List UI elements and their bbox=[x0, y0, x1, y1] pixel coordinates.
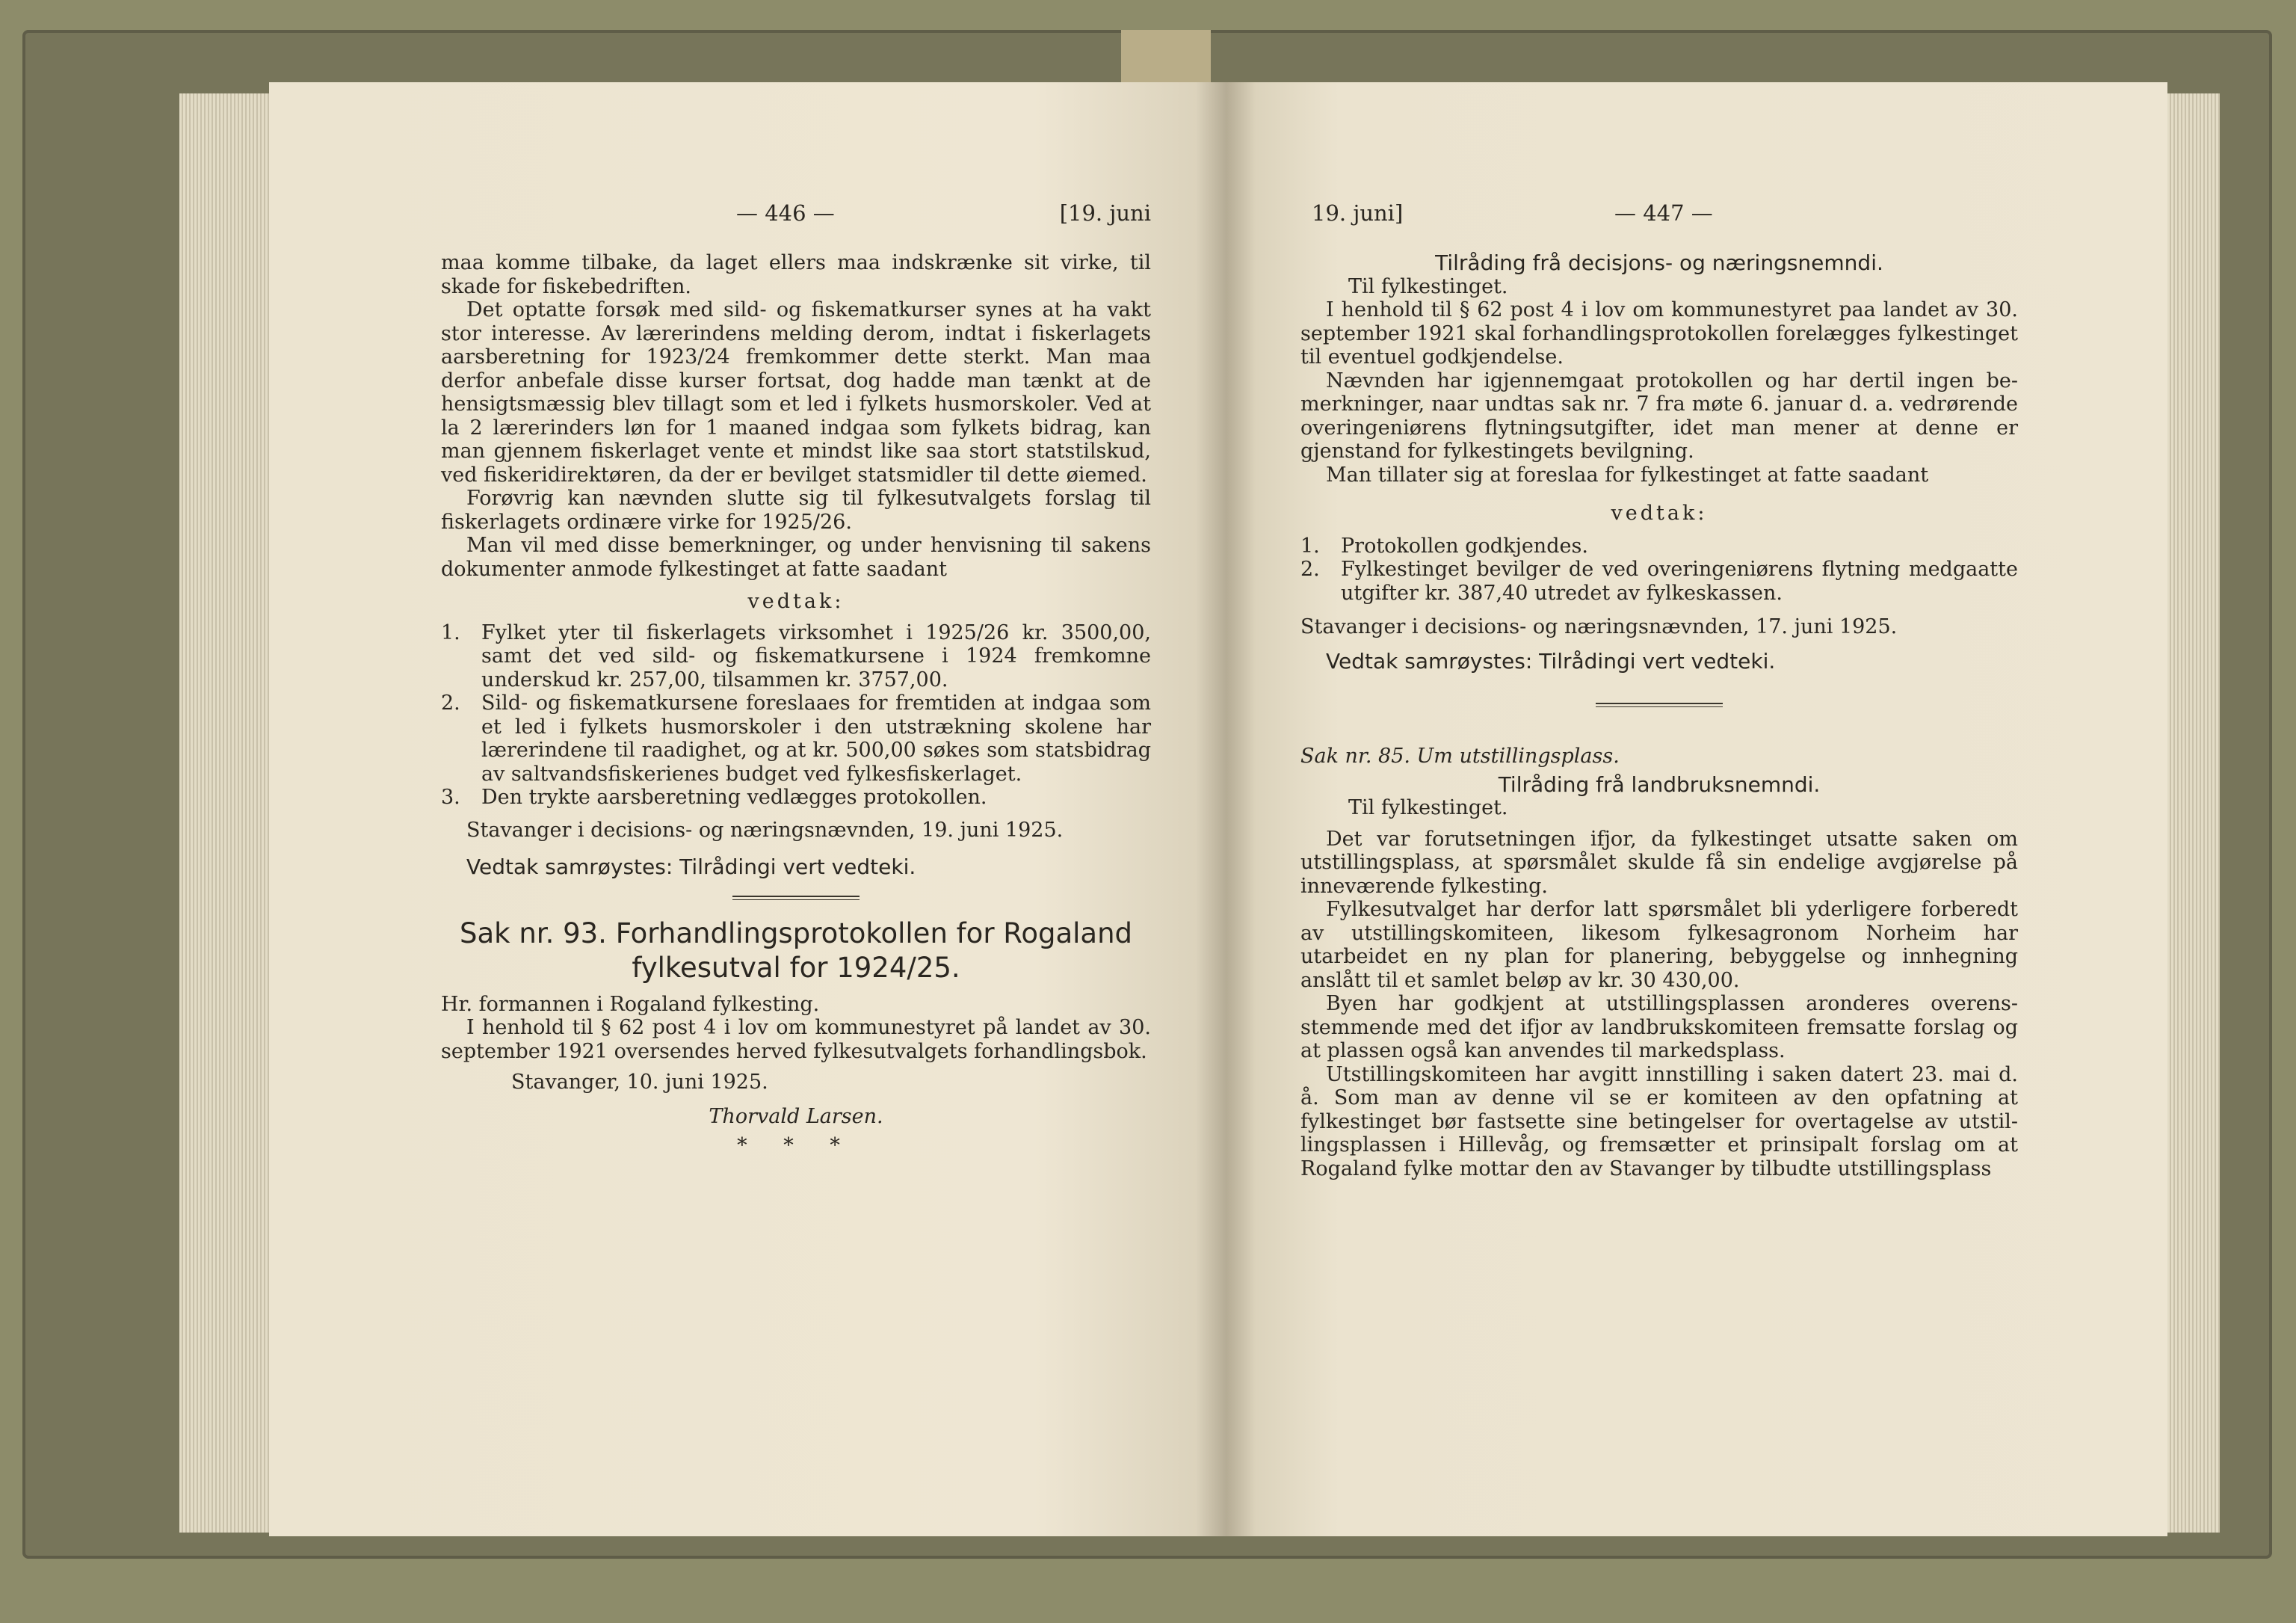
paragraph: Man vil med disse bemerkninger, og under henvisning til sakens dokumenter anmode fylkestinget at fatte saadant bbox=[441, 534, 1151, 581]
left-page-stack bbox=[179, 93, 277, 1533]
paragraph: Nævnden har igjennemgaat protokollen og har dertil ingen bemerkninger, naar undtas sak nr. 7 fra møte 6. januar d. a. vedrørende overingeniørens flytningsutgifter, idet man mener at denne er gjenstand for fylkestingets bevilgning. bbox=[1300, 369, 2018, 463]
page-date: 19. juni] bbox=[1312, 200, 1404, 226]
list-item: 3. Den trykte aarsberetning vedlægges protokollen. bbox=[441, 786, 987, 809]
signature: Thorvald Larsen. bbox=[709, 1104, 883, 1128]
section-stars: * * * bbox=[737, 1134, 855, 1157]
paragraph: Det var forutsetningen ifjor, da fylkestinget utsatte saken om utstillingsplass, at spørsmålet skulde få sin endelige avgjørelse på inneværende fylkesting. bbox=[1300, 827, 2018, 898]
sak-title: Sak nr. 93. Forhandlingsprotokollen for Rogaland fylkesutval for 1924/25. bbox=[459, 917, 1133, 984]
vedtak-list bbox=[441, 621, 1151, 810]
list-item: 1. Protokollen godkjendes. bbox=[1300, 534, 1588, 558]
paragraph: Man tillater sig at foreslaa for fylkestinget at fatte saadant bbox=[1326, 463, 1929, 487]
list-item: 2. Fylkestinget bevilger de ved overingeniørens flytning medgaatte utgifter kr. 387,40 utredet av fylkeskassen. bbox=[1300, 558, 2018, 605]
left-page-header bbox=[441, 202, 1151, 229]
left-page-text bbox=[441, 202, 1151, 1158]
section-divider bbox=[1596, 703, 1723, 707]
page-date: [19. juni bbox=[1059, 200, 1151, 226]
paragraph: Utstillingskomiteen har avgitt innstilling i saken datert 23. mai d. å. Som man av denne vil se er komiteen av den opfatning at fylkestinget bør fastsette sine betingelser for overtagelse av utstillingsplassen i Hillevåg, og fremsætter et prinsipalt forslag om at Rogaland fylke mottar den av Stavanger by tilbudte utstillingsplass bbox=[1300, 1062, 2018, 1180]
list-item: 1. Fylket yter til fiskerlagets virksomhet i 1925/26 kr. 3500,00, samt det ved sild- og fiskematkursene i 1924 fremkomne underskud kr. 257,00, tilsammen kr. 3757,00. bbox=[441, 620, 1151, 692]
right-page-header bbox=[1300, 202, 2018, 229]
paragraph: Det optatte forsøk med sild- og fiskematkurser synes at ha vakt stor interesse. Av lærerindens melding derom, indtat i fiskerlagets aarsberetning for 1923/24 fremkommer dette sterkt. Man maa derfor anbefale disse kurser fortsat, dog hadde man tænkt at de hensigtsmæssig blev tillagt som et led i fylkets husmorskoler. Ved at la 2 lærerinders løn for 1 maaned indgaa som fylkets bidrag, kan man gjennem fiskerlaget vente et mindst like saa stort statstilskud, ved fiskeridirektøren, da der er bevilget statsmidler til dette øiemed. bbox=[441, 298, 1151, 487]
vedtak-label: vedtak: bbox=[1611, 502, 1708, 525]
paragraph: Forøvrig kan nævnden slutte sig til fylkesutvalgets forslag til fiskerlagets ordinære virke for 1925/26. bbox=[441, 487, 1151, 534]
place-date: Stavanger i decisions- og næringsnævnden, 19. juni 1925. bbox=[466, 818, 1064, 842]
vedtak-list bbox=[1300, 535, 2018, 606]
page-number: — 446 — bbox=[736, 200, 835, 226]
paragraph: Fylkesutvalget har derfor latt spørsmålet bli yderligere forberedt av utstillingskomiteen, likesom fylkesagronom Norheim har utarbeidet en ny plan for planering, bebyggelse og innhegning anslått til et samlet beløp av kr. 30 430,00. bbox=[1300, 898, 2018, 992]
address: Hr. formannen i Rogaland fylkesting. bbox=[441, 992, 820, 1016]
book-gutter bbox=[1196, 82, 1256, 1536]
paragraph: maa komme tilbake, da laget ellers maa indskrænke sit virke, til skade for fiskebedriften. bbox=[441, 251, 1151, 298]
section-divider bbox=[732, 896, 860, 900]
section-heading: Tilråding frå decisjons- og næringsnemndi. bbox=[1435, 250, 1883, 275]
section-heading: Tilråding frå landbruksnemndi. bbox=[1498, 772, 1821, 797]
paragraph: Byen har godkjent at utstillingsplassen aronderes overensstemmende med det ifjor av landbrukskomiteen fremsatte forslag og at plassen også kan anvendes til markedsplass. bbox=[1300, 992, 2018, 1062]
place-date: Stavanger i decisions- og næringsnævnden, 17. juni 1925. bbox=[1300, 615, 1898, 638]
place-date: Stavanger, 10. juni 1925. bbox=[511, 1071, 768, 1094]
address: Til fylkestinget. bbox=[1348, 274, 1508, 298]
vedtak-result: Vedtak samrøystes: Tilrådingi vert vedteki. bbox=[1326, 648, 1776, 674]
paragraph: I henhold til § 62 post 4 i lov om kommunestyret på landet av 30. september 1921 oversendes herved fylkesutvalgets forhandlingsbok. bbox=[441, 1016, 1151, 1063]
vedtak-label: vedtak: bbox=[747, 590, 845, 613]
list-item: 2. Sild- og fiskematkursene foreslaaes for fremtiden at indgaa som et led i fylkets husmorskoler i den utstrækning skolene har lærerindene til raadighet, og at kr. 500,00 søkes som statsbidrag av saltvandsfiskerienes budget ved fylkesfiskerlaget. bbox=[441, 692, 1151, 786]
page-number: — 447 — bbox=[1614, 200, 1713, 226]
sak-line: Sak nr. 85. Um utstillingsplass. bbox=[1300, 745, 1620, 768]
right-page-text bbox=[1300, 202, 2018, 1180]
paragraph: I henhold til § 62 post 4 i lov om kommunestyret paa landet av 30. september 1921 skal forhandlingsprotokollen forelægges fylkestinget til eventuel godkjendelse. bbox=[1300, 298, 2018, 369]
vedtak-result: Vedtak samrøystes: Tilrådingi vert vedteki. bbox=[466, 854, 916, 879]
book-spine bbox=[1121, 30, 1211, 90]
address: Til fylkestinget. bbox=[1348, 796, 1508, 819]
